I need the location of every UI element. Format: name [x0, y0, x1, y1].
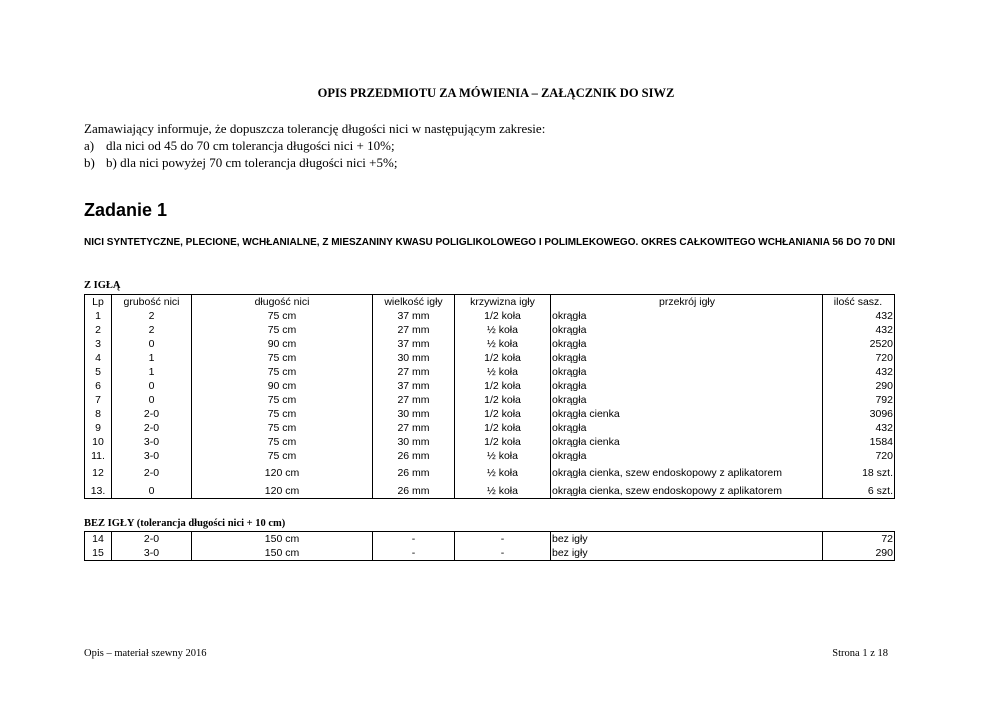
- needle-curve-cell: 1/2 koła: [455, 435, 551, 449]
- intro-block: [84, 120, 545, 171]
- section-label-with-needle: Z IGŁĄ: [84, 280, 121, 291]
- needle-size-cell: 30 mm: [373, 435, 455, 449]
- table-header-row: [84, 294, 895, 309]
- quantity-cell: 290: [823, 546, 895, 560]
- intro-lead: Zamawiający informuje, że dopuszcza tolerancję długości nici w następującym zakresie:: [84, 121, 546, 136]
- lp-cell: 12: [84, 463, 112, 484]
- quantity-cell: 6 szt.: [823, 484, 895, 498]
- quantity-cell: 2520: [823, 337, 895, 351]
- needle-section-cell: okrągła cienka, szew endoskopowy z aplikatorem: [551, 484, 823, 498]
- needle-section-cell: okrągła: [551, 379, 823, 393]
- lp-cell: 11.: [84, 449, 112, 463]
- thread-size-cell: 3-0: [112, 546, 192, 560]
- thread-size-cell: 2: [112, 309, 192, 323]
- table-row: [84, 365, 895, 379]
- lp-cell: 5: [84, 365, 112, 379]
- needle-section-cell: okrągła: [551, 309, 823, 323]
- needle-size-cell: 30 mm: [373, 407, 455, 421]
- table-row: [84, 449, 895, 463]
- list-marker: a): [84, 138, 95, 153]
- thread-length-cell: 120 cm: [192, 463, 373, 484]
- quantity-cell: 792: [823, 393, 895, 407]
- needle-section-cell: okrągła cienka: [551, 435, 823, 449]
- thread-length-cell: 75 cm: [192, 365, 373, 379]
- thread-length-cell: 75 cm: [192, 449, 373, 463]
- list-item: [84, 137, 545, 154]
- thread-size-cell: 2-0: [112, 532, 192, 546]
- table-row: [84, 351, 895, 365]
- needle-size-cell: 30 mm: [373, 351, 455, 365]
- task-heading: Zadanie 1: [84, 200, 168, 220]
- needle-curve-cell: 1/2 koła: [455, 393, 551, 407]
- needle-size-cell: 27 mm: [373, 393, 455, 407]
- lp-cell: 13.: [84, 484, 112, 498]
- needle-curve-cell: 1/2 koła: [455, 309, 551, 323]
- quantity-cell: 720: [823, 351, 895, 365]
- needle-curve-cell: ½ koła: [455, 337, 551, 351]
- needle-size-cell: 26 mm: [373, 484, 455, 498]
- lp-cell: 7: [84, 393, 112, 407]
- column-header: Lp: [84, 295, 112, 309]
- thread-size-cell: 2-0: [112, 463, 192, 484]
- table-row: [84, 337, 895, 351]
- needle-section-cell: okrągła: [551, 323, 823, 337]
- footer-left: Opis – materiał szewny 2016: [84, 648, 207, 659]
- column-header: krzywizna igły: [455, 295, 551, 309]
- table-row: [84, 379, 895, 393]
- lp-cell: 6: [84, 379, 112, 393]
- thread-length-cell: 90 cm: [192, 379, 373, 393]
- column-header: długość nici: [192, 295, 373, 309]
- needle-section-cell: okrągła: [551, 365, 823, 379]
- thread-length-cell: 75 cm: [192, 323, 373, 337]
- table-row: [84, 407, 895, 421]
- lp-cell: 15: [84, 546, 112, 560]
- thread-length-cell: 75 cm: [192, 309, 373, 323]
- column-header: grubość nici: [112, 295, 192, 309]
- needle-size-cell: 37 mm: [373, 337, 455, 351]
- needle-curve-cell: 1/2 koła: [455, 407, 551, 421]
- product-description: NICI SYNTETYCZNE, PLECIONE, WCHŁANIALNE, Z MIESZANINY KWASU POLIGLIKOLOWEGO I POLIMLEKOWEGO. OKRES CAŁKOWITEGO WCHŁANIANIA 56 DO 70 DNI: [84, 237, 896, 248]
- needle-size-cell: 27 mm: [373, 323, 455, 337]
- lp-cell: 3: [84, 337, 112, 351]
- thread-size-cell: 0: [112, 379, 192, 393]
- table-row: [84, 421, 895, 435]
- needle-curve-cell: ½ koła: [455, 449, 551, 463]
- needle-curve-cell: ½ koła: [455, 365, 551, 379]
- needle-curve-cell: ½ koła: [455, 463, 551, 484]
- page-title: OPIS PRZEDMIOTU ZA MÓWIENIA – ZAŁĄCZNIK DO SIWZ: [317, 86, 675, 100]
- list-item: [84, 154, 545, 171]
- thread-size-cell: 3-0: [112, 449, 192, 463]
- thread-length-cell: 150 cm: [192, 546, 373, 560]
- page-number: Strona 1 z 18: [832, 648, 888, 659]
- needle-curve-cell: -: [455, 546, 551, 560]
- needle-section-cell: okrągła: [551, 421, 823, 435]
- quantity-cell: 3096: [823, 407, 895, 421]
- needle-curve-cell: 1/2 koła: [455, 351, 551, 365]
- needle-size-cell: 37 mm: [373, 379, 455, 393]
- needle-section-cell: bez igły: [551, 532, 823, 546]
- needle-section-cell: okrągła: [551, 337, 823, 351]
- lp-cell: 9: [84, 421, 112, 435]
- thread-size-cell: 1: [112, 351, 192, 365]
- needle-size-cell: 26 mm: [373, 463, 455, 484]
- lp-cell: 8: [84, 407, 112, 421]
- thread-size-cell: 2: [112, 323, 192, 337]
- thread-length-cell: 75 cm: [192, 435, 373, 449]
- column-header: wielkość igły: [373, 295, 455, 309]
- needle-section-cell: okrągła cienka, szew endoskopowy z aplikatorem: [551, 463, 823, 484]
- needle-section-cell: okrągła: [551, 393, 823, 407]
- table-row: [84, 323, 895, 337]
- list-text: b) dla nici powyżej 70 cm tolerancja długości nici +5%;: [106, 155, 398, 170]
- table-row: [84, 484, 895, 499]
- table-row: [84, 393, 895, 407]
- quantity-cell: 72: [823, 532, 895, 546]
- quantity-cell: 290: [823, 379, 895, 393]
- thread-size-cell: 2-0: [112, 421, 192, 435]
- thread-length-cell: 75 cm: [192, 407, 373, 421]
- table-row: [84, 463, 895, 484]
- needle-curve-cell: 1/2 koła: [455, 379, 551, 393]
- table-row: [84, 435, 895, 449]
- thread-length-cell: 75 cm: [192, 393, 373, 407]
- lp-cell: 10: [84, 435, 112, 449]
- thread-size-cell: 0: [112, 484, 192, 498]
- table-without-needle: [84, 531, 895, 561]
- needle-section-cell: okrągła: [551, 449, 823, 463]
- thread-length-cell: 150 cm: [192, 532, 373, 546]
- quantity-cell: 1584: [823, 435, 895, 449]
- needle-size-cell: 37 mm: [373, 309, 455, 323]
- table-row: [84, 309, 895, 323]
- quantity-cell: 432: [823, 421, 895, 435]
- quantity-cell: 720: [823, 449, 895, 463]
- thread-size-cell: 3-0: [112, 435, 192, 449]
- lp-cell: 2: [84, 323, 112, 337]
- thread-length-cell: 120 cm: [192, 484, 373, 498]
- column-header: ilość sasz.: [823, 295, 895, 309]
- thread-length-cell: 90 cm: [192, 337, 373, 351]
- table-row: [84, 546, 895, 561]
- needle-size-cell: -: [373, 546, 455, 560]
- section-label-without-needle: BEZ IGŁY (tolerancja długości nici + 10 cm): [84, 518, 286, 529]
- needle-section-cell: okrągła: [551, 351, 823, 365]
- lp-cell: 14: [84, 532, 112, 546]
- needle-size-cell: 27 mm: [373, 421, 455, 435]
- needle-curve-cell: ½ koła: [455, 484, 551, 498]
- lp-cell: 4: [84, 351, 112, 365]
- list-marker: b): [84, 155, 95, 170]
- quantity-cell: 18 szt.: [823, 463, 895, 484]
- needle-curve-cell: 1/2 koła: [455, 421, 551, 435]
- column-header: przekrój igły: [551, 295, 823, 309]
- lp-cell: 1: [84, 309, 112, 323]
- thread-size-cell: 0: [112, 393, 192, 407]
- needle-section-cell: okrągła cienka: [551, 407, 823, 421]
- needle-curve-cell: -: [455, 532, 551, 546]
- needle-size-cell: -: [373, 532, 455, 546]
- thread-length-cell: 75 cm: [192, 351, 373, 365]
- thread-size-cell: 1: [112, 365, 192, 379]
- thread-length-cell: 75 cm: [192, 421, 373, 435]
- needle-curve-cell: ½ koła: [455, 323, 551, 337]
- needle-size-cell: 27 mm: [373, 365, 455, 379]
- thread-size-cell: 2-0: [112, 407, 192, 421]
- list-text: dla nici od 45 do 70 cm tolerancja długości nici + 10%;: [106, 138, 395, 153]
- quantity-cell: 432: [823, 309, 895, 323]
- table-with-needle: [84, 294, 895, 499]
- quantity-cell: 432: [823, 365, 895, 379]
- quantity-cell: 432: [823, 323, 895, 337]
- needle-section-cell: bez igły: [551, 546, 823, 560]
- thread-size-cell: 0: [112, 337, 192, 351]
- table-row: [84, 531, 895, 546]
- needle-size-cell: 26 mm: [373, 449, 455, 463]
